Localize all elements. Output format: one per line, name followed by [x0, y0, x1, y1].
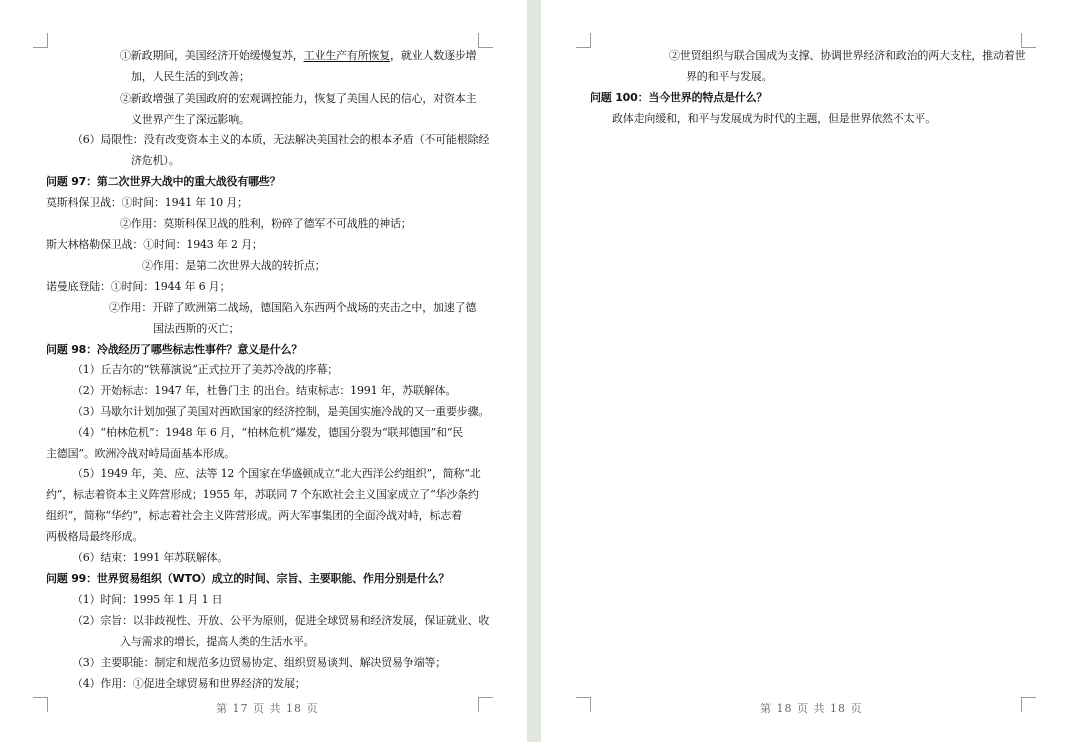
text-line: （4）作用：①促进全球贸易和世界经济的发展；	[72, 677, 306, 690]
question-heading: 问题 97：第二次世界大战中的重大战役有哪些？	[46, 175, 281, 188]
text-line: 斯大林格勒保卫战：①时间：1943 年 2 月；	[46, 238, 263, 251]
text-line: 莫斯科保卫战：①时间：1941 年 10 月；	[46, 196, 248, 209]
crop-mark	[33, 697, 48, 712]
text-line: （2）开始标志：1947 年，杜鲁门主 的出台。结束标志：1991 年，苏联解体。	[72, 384, 457, 397]
text-line: （1）丘吉尔的“铁幕演说”正式拉开了美苏冷战的序幕；	[72, 363, 339, 376]
page-footer: 第 17 页 共 18 页	[216, 702, 319, 715]
text-line: ②作用：莫斯科保卫战的胜利，粉碎了德军不可战胜的神话；	[120, 217, 412, 230]
text-line: （2）宗旨：以非歧视性、开放、公平为原则，促进全球贸易和经济发展，保证就业、收	[72, 614, 490, 627]
text-line: 义世界产生了深远影响。	[131, 113, 250, 126]
text-line: ②世贸组织与联合国成为支撑、协调世界经济和政治的两大支柱，推动着世	[669, 49, 1026, 62]
document-page-17	[0, 0, 527, 742]
text-line: 加，人民生活的到改善；	[131, 70, 250, 83]
text-line: 入与需求的增长，提高人类的生活水平。	[120, 635, 315, 648]
crop-mark	[33, 33, 48, 48]
text-line: 诺曼底登陆：①时间：1944 年 6 月；	[46, 280, 231, 293]
question-heading: 问题 100：当今世界的特点是什么？	[590, 91, 768, 104]
crop-mark	[478, 33, 493, 48]
text-line: 组织”，简称“华约”，标志着社会主义阵营形成。两大军事集团的全面冷战对峙，标志着	[46, 509, 462, 522]
text-line: 济危机）。	[131, 154, 180, 167]
text-line: （3）马歇尔计划加强了美国对西欧国家的经济控制，是美国实施冷战的又一重要步骤。	[72, 405, 490, 418]
text-line: 约”，标志着资本主义阵营形成；1955 年，苏联同 7 个东欧社会主义国家成立了“华沙条约	[46, 488, 479, 501]
page-footer: 第 18 页 共 18 页	[760, 702, 863, 715]
text-line: （4）“柏林危机”：1948 年 6 月，“柏林危机”爆发，德国分裂为“联邦德国”和“民	[72, 426, 464, 439]
text-line: ①新政期间，美国经济开始缓慢复苏，工业生产有所恢复，就业人数逐步增	[120, 49, 477, 62]
crop-mark	[1021, 33, 1036, 48]
text-line: （6）结束：1991 年苏联解体。	[72, 551, 229, 564]
text-line: 界的和平与发展。	[686, 70, 773, 83]
text-line: 主德国”。欧洲冷战对峙局面基本形成。	[46, 447, 236, 460]
text-line: （6）局限性：没有改变资本主义的本质，无法解决美国社会的根本矛盾（不可能根除经	[72, 133, 490, 146]
crop-mark	[478, 697, 493, 712]
question-heading: 问题 99：世界贸易组织（WTO）成立的时间、宗旨、主要职能、作用分别是什么？	[46, 572, 450, 585]
text-line: ②作用：是第二次世界大战的转折点；	[142, 259, 326, 272]
crop-mark	[576, 697, 591, 712]
text-line: 国法西斯的灭亡；	[153, 322, 240, 335]
text-line: ②新政增强了美国政府的宏观调控能力，恢复了美国人民的信心，对资本主	[120, 92, 477, 105]
question-heading: 问题 98：冷战经历了哪些标志性事件？意义是什么？	[46, 343, 303, 356]
text-line: （3）主要职能：制定和规范多边贸易协定、组织贸易谈判、解决贸易争端等；	[72, 656, 446, 669]
text-line: 政体走向缓和，和平与发展成为时代的主题，但是世界依然不太平。	[612, 112, 936, 125]
crop-mark	[576, 33, 591, 48]
document-page-18	[541, 0, 1080, 742]
crop-mark	[1021, 697, 1036, 712]
text-line: ②作用：开辟了欧洲第二战场，德国陷入东西两个战场的夹击之中，加速了德	[109, 301, 477, 314]
text-line: （1）时间：1995 年 1 月 1 日	[72, 593, 223, 606]
text-line: 两极格局最终形成。	[46, 530, 144, 543]
text-line: （5）1949 年，美、应、法等 12 个国家在华盛顿成立“北大西洋公约组织”，简称“北	[72, 467, 481, 480]
